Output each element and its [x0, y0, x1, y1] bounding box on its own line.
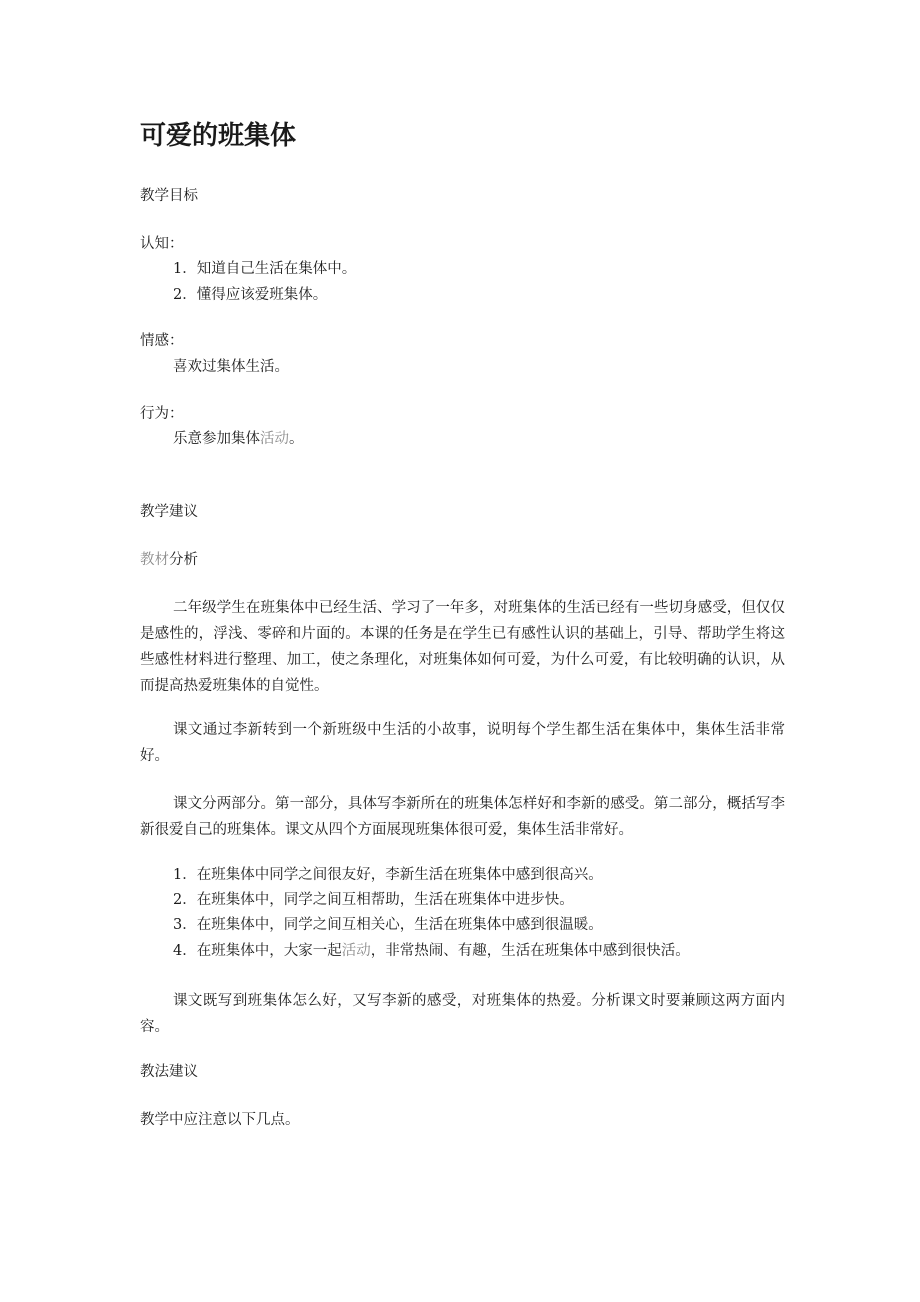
textbook-link[interactable]: 教材 [140, 552, 169, 568]
suggestions-heading: 教学建议 [140, 504, 198, 520]
list-item-1: 1．在班集体中同学之间很友好，李新生活在班集体中感到很高兴。 [173, 867, 603, 883]
cognition-item-1: 1．知道自己生活在集体中。 [173, 261, 357, 277]
analysis-paragraph-2: 课文通过李新转到一个新班级中生活的小故事，说明每个学生都生活在集体中，集体生活非常好。 [140, 722, 785, 764]
cognition-label: 认知： [140, 236, 184, 252]
cognition-item-2: 2．懂得应该爱班集体。 [173, 287, 328, 303]
list-item-3: 3．在班集体中，同学之间互相关心，生活在班集体中感到很温暖。 [173, 917, 603, 933]
behavior-prefix: 乐意参加集体 [173, 431, 260, 447]
objectives-heading: 教学目标 [140, 188, 198, 204]
analysis-paragraph-1: 二年级学生在班集体中已经生活、学习了一年多，对班集体的生活已经有一些切身感受，但仅仅是感性的，浮浅、零碎和片面的。本课的任务是在学生已有感性认识的基础上，引导、帮助学生将这些感性材料进行整理、加工，使之条理化，对班集体如何可爱，为什么可爱，有比较明确的认识，从而提高热爱班集体的自觉性。 [140, 600, 785, 694]
behavior-activity-link[interactable]: 活动 [260, 431, 289, 447]
behavior-text [173, 429, 304, 449]
list-item-4-activity-link[interactable]: 活动 [341, 943, 371, 959]
behavior-label: 行为： [140, 406, 184, 422]
document-title: 可爱的班集体 [140, 121, 297, 151]
analysis-heading [140, 550, 198, 570]
list-item-2: 2．在班集体中，同学之间互相帮助，生活在班集体中进步快。 [173, 892, 574, 908]
list-item-4-prefix: 4．在班集体中，大家一起 [173, 943, 342, 959]
method-text: 教学中应注意以下几点。 [140, 1112, 300, 1128]
analysis-heading-rest: 分析 [169, 552, 198, 568]
list-item-4-suffix: ，非常热闹、有趣，生活在班集体中感到很快活。 [370, 943, 690, 959]
emotion-text: 喜欢过集体生活。 [173, 359, 289, 375]
analysis-paragraph-4: 课文既写到班集体怎么好，又写李新的感受，对班集体的热爱。分析课文时要兼顾这两方面内容。 [140, 993, 785, 1035]
behavior-suffix: 。 [289, 431, 304, 447]
list-item-4 [173, 941, 690, 961]
analysis-paragraph-3: 课文分两部分。第一部分，具体写李新所在的班集体怎样好和李新的感受。第二部分，概括写李新很爱自己的班集体。课文从四个方面展现班集体很可爱，集体生活非常好。 [140, 796, 785, 838]
method-heading: 教法建议 [140, 1064, 198, 1080]
emotion-label: 情感： [140, 333, 184, 349]
